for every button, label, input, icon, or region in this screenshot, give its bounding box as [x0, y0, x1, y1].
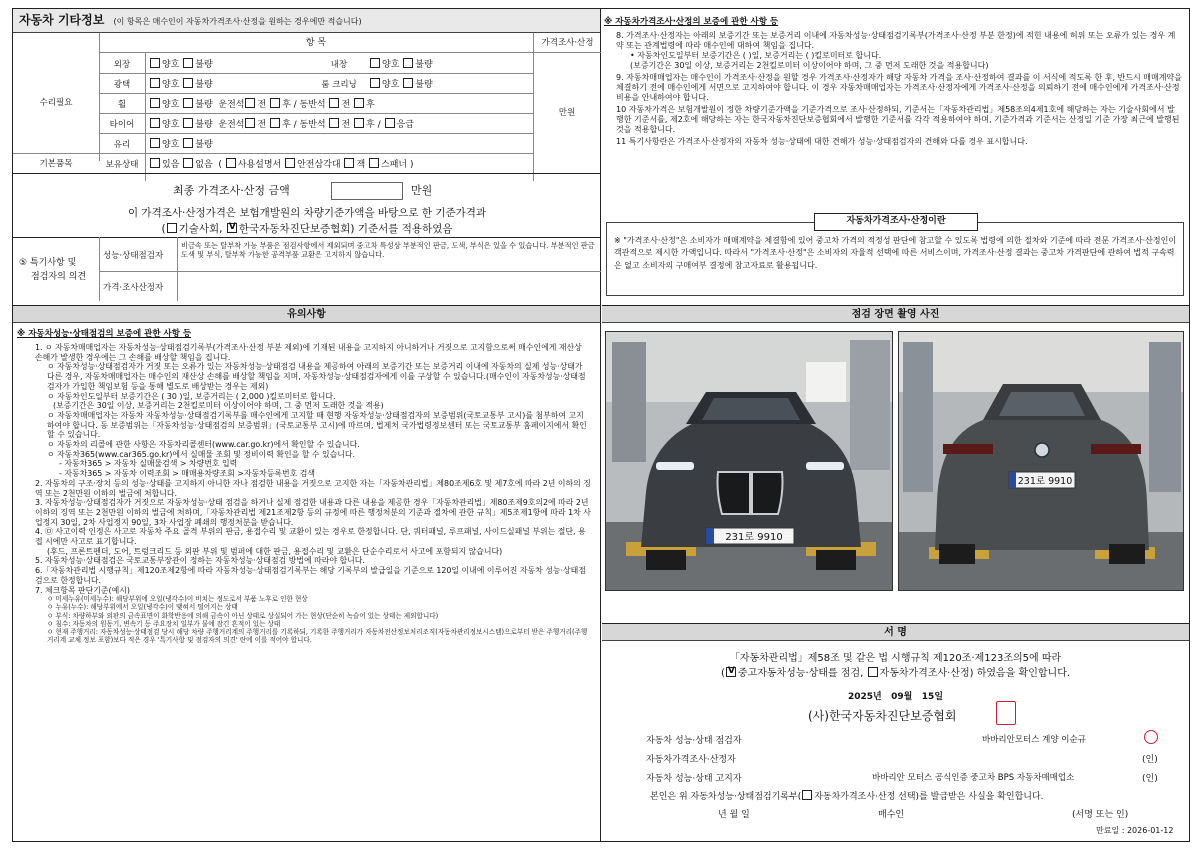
grid-line [99, 133, 533, 134]
other-info-note: (이 항목은 매수인이 자동차가격조사·산정을 원하는 경우에만 적습니다) [113, 17, 362, 26]
year-unit: 년 [873, 692, 882, 702]
signature-confirm-line [602, 664, 1189, 679]
option-label: 전 [257, 100, 267, 110]
rear-photo [898, 331, 1184, 591]
inspection-record-page [12, 8, 1190, 842]
holding-label: 보유상태 [105, 160, 139, 170]
guarantee-item: • 자동차인도일부터 보증기간은 ( )일, 보증거리는 ( )킬로미터로 합니다. [630, 51, 882, 60]
wheel-options [149, 97, 375, 110]
final-price-label: 최종 가격조사·산정 금액 [173, 184, 290, 197]
jack-checkbox[interactable] [344, 158, 354, 168]
note-item: 1. ㅇ 자동차매매업자는 자동차성능·상태점검기록부(가격조사·산정 부분 제외)에 기재된 내용을 고지하지 아니하거나 거짓으로 고지함으로써 매수인에게 재산상 손해가 발생한 경우에는 그 손해를 배상할 책임을 집니다. [35, 343, 582, 362]
interior-good-checkbox[interactable] [370, 58, 380, 68]
tire-passenger-rear-checkbox[interactable] [354, 118, 364, 128]
sign-row-label: 자동차 성능·상태 고지자 [646, 774, 742, 784]
other-info-header [13, 9, 600, 33]
grid-line [99, 73, 533, 74]
note-item: ㅇ 자동차성능·상태점검자가 거짓 또는 오류가 있는 자동차성능·상태점검 내용을 제공하여 아래의 보증기간 또는 보증거리 이내에 자동차의 실제 성능·상태가 다른 경우, 자동차매매업자는 매수인의 재산상 손해를 배상할 책임을 지며, 자동차성능·상태점검자에게 이를 구상할 수 있습니다.(매수인이 자동차성능·상태점검자가 가입한 책임보험 등을 통해 별도로 배상받는 경우는 제외) [47, 362, 586, 391]
paren: ( [720, 668, 725, 679]
option-label: 불량 [195, 60, 213, 70]
wheel-driver-rear-checkbox[interactable] [270, 98, 280, 108]
grid-line [13, 173, 601, 174]
option-label: 자동차가격조사·산정) 하였음을 확인합니다. [879, 668, 1071, 679]
option-label: 양호 [162, 100, 180, 110]
grid-line [13, 237, 601, 238]
price-definition-text: ※ "가격조사·산정"은 소비자가 매매계약을 체결함에 있어 중고차 가격의 적정성 판단에 참고할 수 있도록 법령에 의한 절차와 기준에 따라 전문 가격조사·산정인이 객관적으로 제시한 가액입니다. 따라서 "가격조사·산정"은 소비자의 자율적 선택에 따른 서비스이며, 가격조사·산정 결과는 중고차 가격판단에 관하여 법적 구속력은 없고 소비자의 구매여부 결정에 참고자료로 활용됩니다. [614, 236, 1177, 270]
option-label: 기술사회, [178, 223, 223, 235]
note-item: ㅇ 미세누유(미세누수): 해당부위에 오일(냉각수)이 비치는 정도로서 부품 노후로 인한 현상 [47, 595, 308, 604]
month-unit: 월 [903, 692, 913, 702]
option-label: 후 [366, 100, 375, 110]
wheel-label: 휠 [117, 100, 127, 110]
special-label-1: ⑤ 특기사항 및 [19, 258, 77, 268]
note-item: ㅇ 자동차365(www.car365.go.kr)에서 실매물 조회 및 정비이력 확인을 할 수 있습니다. [47, 449, 356, 459]
option-label: 사용설명서 [237, 160, 282, 170]
exterior-label: 외장 [113, 60, 131, 70]
holding-none-checkbox[interactable] [183, 158, 193, 168]
sign-month: 09 [891, 692, 904, 702]
grid-line [99, 237, 100, 301]
tire-good-checkbox[interactable] [150, 118, 160, 128]
basis-line2 [13, 221, 601, 236]
option-label: 불량 [195, 140, 213, 150]
receipt-price-checkbox[interactable] [802, 790, 812, 800]
option-label: 안전삼각대 [297, 160, 341, 170]
left-column [13, 9, 601, 841]
note-item: 4. ㉤ 사고이력 인정은 사고로 자동차 주요 골격 부위의 판금, 용접수리 및 교환이 있는 경우로 한정합니다. 단, 쿼터패널, 루프패널, 사이드실패널 부위는 절단, 용접 시에만 사고로 표기합니다. [35, 527, 586, 547]
guarantee-item: 9. 자동차매매업자는 매수인이 가격조사·산정을 원할 경우 가격조사·산정자가 해당 자동차 가격을 조사·산정하여 결과를 이 서식에 적도록 한 후, 반드시 매매계약을 체결하기 전에 매수인에게 서면으로 고지하여야 합니다. 이 경우 자동차매매업자는 가격조사·산정자에게 가격조사·산정을 의뢰하기 전에 매수인에게 가격조사·산정 비용을 안내하여야 합니다. [616, 73, 1182, 102]
note-item: 3. 자동차성능·상태점검자가 거짓으로 자동차성능·상태 점검을 하거나 실제 점검한 내용과 다른 내용을 제공한 경우「자동차관리법」제80조제9호의2에 따라 2년 이하의 징역 또는 2천만원 이하의 벌금에 처하며,「자동차관리법 제21조제2항 등의 규정에 따른 행정처분의 기준과 절차에 관한 규칙」제5조제1항에 따라 1차 사업정지 30일, 2차 사업정지 90일, 3차 사업장 폐쇄의 행정처분을 받습니다. [35, 498, 591, 527]
glass-options [149, 137, 213, 150]
note-item: (후드, 프론트펜더, 도어, 트렁크리드 등 외판 부위 및 범퍼에 대한 판금, 용접수리 및 교환은 단순수리로서 사고에 포함되지 않습니다) [47, 546, 503, 556]
day-unit: 일 [934, 692, 944, 702]
exterior-bad-checkbox[interactable] [183, 58, 193, 68]
expiry-date: 만료일 : 2026-01-12 [1096, 826, 1174, 835]
tire-emergency-checkbox[interactable] [385, 118, 395, 128]
gloss-options [149, 77, 213, 90]
interior-options [369, 57, 433, 70]
room-cleaning-label: 룸 크리닝 [321, 80, 357, 90]
holding-have-checkbox[interactable] [150, 158, 160, 168]
note-item: 6.「자동차관리법 시행규칙」제120조제2항에 따라 자동차성능·상태점검기록부는 해당 기록부의 발급일을 기준으로 120일 이내에 이루어진 자동차 성능·상태점검으로 한정합니다. [35, 566, 586, 585]
option-label: 후 / 동반석 [282, 120, 326, 130]
buyer-label: 매수인 [878, 810, 905, 820]
wheel-passenger-front-checkbox[interactable] [329, 98, 339, 108]
receipt-confirm-line [650, 789, 1044, 802]
basis-end-label: 기준서를 적용하였음 [357, 223, 453, 235]
guarantee-item: 11 특기사항란은 가격조사·산정자의 자동차 성능·상태에 대한 견해가 성능·상태점검자의 견해와 다를 경우 표시합니다. [616, 137, 1028, 146]
front-car-image [606, 332, 893, 591]
photos-section-header: 점검 장면 촬영 사진 [602, 305, 1189, 323]
note-item: 5. 자동차성능·상태점검은 국토교통부장관이 정하는 자동차성능·상태점검 방법에 따라야 합니다. [35, 556, 365, 566]
grid-line [99, 113, 533, 114]
repair-needed-label: 수리필요 [39, 98, 73, 108]
basis-line1: 이 가격조사·산정가격은 보험개발원의 차량기준가액을 바탕으로 한 기준가격과 [127, 207, 487, 219]
option-label: 응급 [396, 120, 414, 130]
note-item: ㅇ 부식: 차량하부와 외판의 금속표면이 화학반응에 의해 금속이 아닌 상태로 상실되어 가는 현상(단순히 녹슬어 있는 상태는 제외합니다) [47, 611, 439, 620]
option-label: 중고자동차성능·상태를 점검, [737, 668, 864, 679]
glass-bad-checkbox[interactable] [183, 138, 193, 148]
option-label: 양호 [162, 60, 180, 70]
note-item: ㅇ 자동차매매업자는 자동차 자동차성능·상태점검기록부를 매수인에게 고지할 때 현행 자동차성능·상태점검자의 보증범위(국토교통부 고시)를 첨부하여 고지하여야 합니다. 동 보증범위는「자동차성능·상태점검의 보증범위」(국토교통부 고시)에 따르며, 법제처 국가법령정보센터 또는 국토교통부 홈페이지에서 확인할 수 있습니다. [47, 410, 587, 440]
option-label: 불량 [195, 120, 213, 130]
sign-row-label: 자동차가격조사·산정자 [646, 755, 736, 765]
final-price-unit: 만원 [411, 184, 433, 197]
note-item: ㅇ 자동차의 리콜에 관한 사항은 자동차리콜센터(www.car.go.kr)에서 확인할 수 있습니다. [47, 440, 360, 450]
price-guarantee-title: ※ 자동차가격조사·산정의 보증에 관한 사항 등 [604, 17, 779, 27]
option-label: 후 [366, 120, 375, 130]
gloss-bad-checkbox[interactable] [183, 78, 193, 88]
note-item: 7. 체크항목 판단기준(예시) [35, 585, 130, 595]
signature-date [602, 689, 1189, 702]
driver-seat-label: 운전석 [218, 120, 245, 130]
option-label: 전 [341, 120, 351, 130]
notes-list [35, 343, 591, 645]
option-label: 후 / 동반석 [282, 100, 326, 110]
tire-driver-front-checkbox[interactable] [245, 118, 255, 128]
price-inspector-label: 가격·조사산정자 [103, 283, 164, 293]
gloss-label: 광택 [113, 80, 131, 90]
perf-inspector-note: 비금속 또는 탈부착 가능 부품은 점검사항에서 제외되며 중고차 특성상 부분적인 판금, 도색, 부식은 있을 수 있습니다. 부분적인 판금 도색 및 부식, 탈부착 가능한 공격부품 교환은 고지하지 않습니다. [181, 241, 595, 259]
triangle-checkbox[interactable] [285, 158, 295, 168]
option-label: 불량 [415, 60, 433, 70]
guarantee-item: 8. 가격조사·산정자는 아래의 보증기간 또는 보증거리 이내에 자동차성능·상태점검기록부(가격조사·산정 부분 한정)에 적힌 내용에 허위 또는 오류가 있는 경우 계약 또는 관계법령에 따라 매수인에 대하여 책임을 집니다. [616, 31, 1176, 50]
option-label: 양호 [162, 80, 180, 90]
option-label: 전 [341, 100, 351, 110]
grid-line [99, 271, 601, 272]
sign-row-value: 바바리안 모터스 공식인증 중고차 BPS 자동차매매업소 [872, 773, 1075, 783]
signature-section-header: 서 명 [602, 623, 1189, 641]
items-column-header: 항 목 [99, 33, 533, 53]
rear-car-image [899, 332, 1184, 591]
wheel-good-checkbox[interactable] [150, 98, 160, 108]
option-label: 양호 [382, 60, 400, 70]
guarantee-item: (보증기간은 30일 이상, 보증거리는 2천킬로미터 이상이어야 하며, 그 중 먼저 도래한 것을 적용합니다) [630, 61, 989, 70]
org-seal-stamp [996, 701, 1016, 725]
option-label: 불량 [195, 80, 213, 90]
tire-options: 양호 불량 운전석 전 후 / 동반석 전 후 / 응급 [149, 117, 414, 130]
signature-law-line: 「자동차관리법」제58조 및 같은 법 시행규칙 제120조·제123조의5에 따라 [729, 653, 1062, 664]
front-photo [605, 331, 893, 591]
note-item: ㅇ 침수: 자동차의 원동기, 변속기 등 주요장치 일부가 물에 잠긴 흔적이 있는 상태 [47, 619, 281, 628]
interior-label: 내장 [330, 60, 348, 70]
room-cleaning-good-checkbox[interactable] [370, 78, 380, 88]
receipt-date-blank: 년 월 일 [718, 810, 750, 820]
perf-inspector-label: 성능·상태점검자 [103, 251, 164, 261]
sign-row-label: 자동차 성능·상태 점검자 [646, 736, 742, 746]
option-label: 불량 [415, 80, 433, 90]
notes-section-header: 유의사항 [13, 305, 600, 323]
price-check-checkbox[interactable] [868, 667, 878, 677]
kaida-checkbox[interactable] [227, 223, 237, 233]
option-label: 양호 [162, 140, 180, 150]
option-label: 양호 [162, 120, 180, 130]
rear-plate-text: 231로 9910 [1017, 476, 1073, 487]
note-item: - 자동차365 > 자동차 실매물검색 > 차량번호 입력 [59, 459, 238, 469]
price-definition-title: 자동차가격조사·산정이란 [814, 213, 978, 231]
option-label: 스패너 [381, 160, 408, 170]
wheel-driver-front-checkbox[interactable] [245, 98, 255, 108]
glass-label: 유리 [113, 140, 131, 150]
special-label-2: 점검자의 의견 [31, 272, 87, 282]
option-label: 불량 [195, 100, 213, 110]
tire-driver-rear-checkbox[interactable] [270, 118, 280, 128]
org-name: (사)한국자동차진단보증협회 [808, 709, 957, 723]
perf-check-checkbox[interactable] [726, 667, 736, 677]
note-item: ㅇ 현재 주행거리: 자동차성능·상태점검 당시 해당 차량 주행거리계의 주행거리를 기록하되, 기록한 주행거리가 자동차전산정보처리조직(자동차관리정보시스템)으로부터 받은 주행거리(주행거리계 교체 정보 포함)보다 적은 경우 '특기사항 및 점검자의 의견' 란에 이를 적어야 합니다. [47, 628, 588, 645]
option-label: 한국자동차진단보증협회) [238, 223, 355, 235]
holding-options: 있음 없음 ( 사용설명서 안전삼각대 잭 스패너 ) [149, 157, 414, 170]
note-item: ㅇ 누유(누수): 해당부위에서 오일(냉각수)이 맺혀서 떨어지는 상태 [47, 603, 238, 612]
basic-items-label: 기본품목 [13, 153, 99, 173]
sign-day: 15 [921, 692, 935, 702]
note-item: 2. 자동차의 구조·장치 등의 성능·상태를 고지하지 아니한 자나 점검한 내용을 거짓으로 고지한 자는「자동차관리법」제80조제6호 및 제7호에 따라 2년 이하의 징역 또는 2천만원 이하의 벌금에 처합니다. [35, 478, 591, 498]
receipt-text: 본인은 위 자동차성능·상태점검기록부( [650, 792, 802, 802]
paren: ( [161, 223, 166, 235]
glass-good-checkbox[interactable] [150, 138, 160, 148]
note-item: ㅇ 자동차인도일부터 보증기간은 ( 30 )일, 보증거리는 ( 2,000 )킬로미터로 합니다. [47, 391, 336, 401]
note-item: - 자동차365 > 자동차 이력조회 > 매매용차량조회 >자동차등록번호 검색 [59, 469, 315, 479]
manual-checkbox[interactable] [226, 158, 236, 168]
option-label: 전 [257, 120, 267, 130]
front-plate-text: 231로 9910 [725, 532, 783, 543]
other-info-title: 자동차 기타정보 [19, 13, 105, 27]
grid-line [177, 237, 178, 301]
interior-bad-checkbox[interactable] [403, 58, 413, 68]
tire-bad-checkbox[interactable] [183, 118, 193, 128]
price-column-header: 가격조사·산정 [533, 33, 601, 53]
option-label: 있음 [162, 160, 180, 170]
price-guarantee-text [616, 31, 1182, 147]
inspector-seal-icon [1144, 730, 1158, 744]
sign-year: 2025 [847, 692, 874, 702]
tire-passenger-front-checkbox[interactable] [329, 118, 339, 128]
grid-line [99, 93, 533, 94]
exterior-good-checkbox[interactable] [150, 58, 160, 68]
guarantee-item: 10 자동차가격은 보험개발원이 정한 차량기준가액을 기준가격으로 조사·산정하되, 기준서는「자동차관리법」제58조의4제1호에 해당하는 자는 기술사회에서 발행한 기준서를, 제2호에 해당하는 자는 한국자동차진단보증협회에서 발행한 기준서를 각각 적용하여야 하며, 기준가격과 기준서는 산정일 기준 가장 최근에 발행된 것을 적용합니다. [616, 105, 1180, 134]
price-won-unit: 만원 [558, 108, 576, 118]
tech-society-checkbox[interactable] [167, 223, 177, 233]
room-cleaning-bad-checkbox[interactable] [403, 78, 413, 88]
wheel-passenger-rear-checkbox[interactable] [354, 98, 364, 108]
gloss-good-checkbox[interactable] [150, 78, 160, 88]
final-price-row [13, 177, 601, 205]
tire-label: 타이어 [109, 120, 135, 130]
room-cleaning-options [369, 77, 433, 90]
sign-row-suffix: (인) [1142, 774, 1158, 784]
option-label: 잭 [356, 160, 366, 170]
sign-or-seal-label: (서명 또는 인) [1072, 810, 1129, 820]
sign-row-value: 바바리안모터스 계양 이순규 [982, 735, 1086, 745]
notes-subtitle: ※ 자동차성능·상태점검의 보증에 관한 사항 등 [17, 329, 192, 339]
wheel-bad-checkbox[interactable] [183, 98, 193, 108]
final-price-field[interactable] [331, 182, 403, 200]
option-label: 없음 [195, 160, 213, 170]
driver-seat-label: 운전석 [218, 100, 245, 110]
sign-row-suffix: (인) [1142, 755, 1158, 765]
spanner-checkbox[interactable] [369, 158, 379, 168]
exterior-options [149, 57, 213, 70]
receipt-text: 자동차가격조사·산정 선택)를 발급받은 사실을 확인합니다. [814, 792, 1044, 802]
right-column [602, 9, 1189, 841]
option-label: 양호 [382, 80, 400, 90]
note-item: (보증기간은 30일 이상, 보증거리는 2천킬로미터 이상이어야 하며, 그 중 먼저 도래한 것을 적용) [53, 401, 384, 411]
